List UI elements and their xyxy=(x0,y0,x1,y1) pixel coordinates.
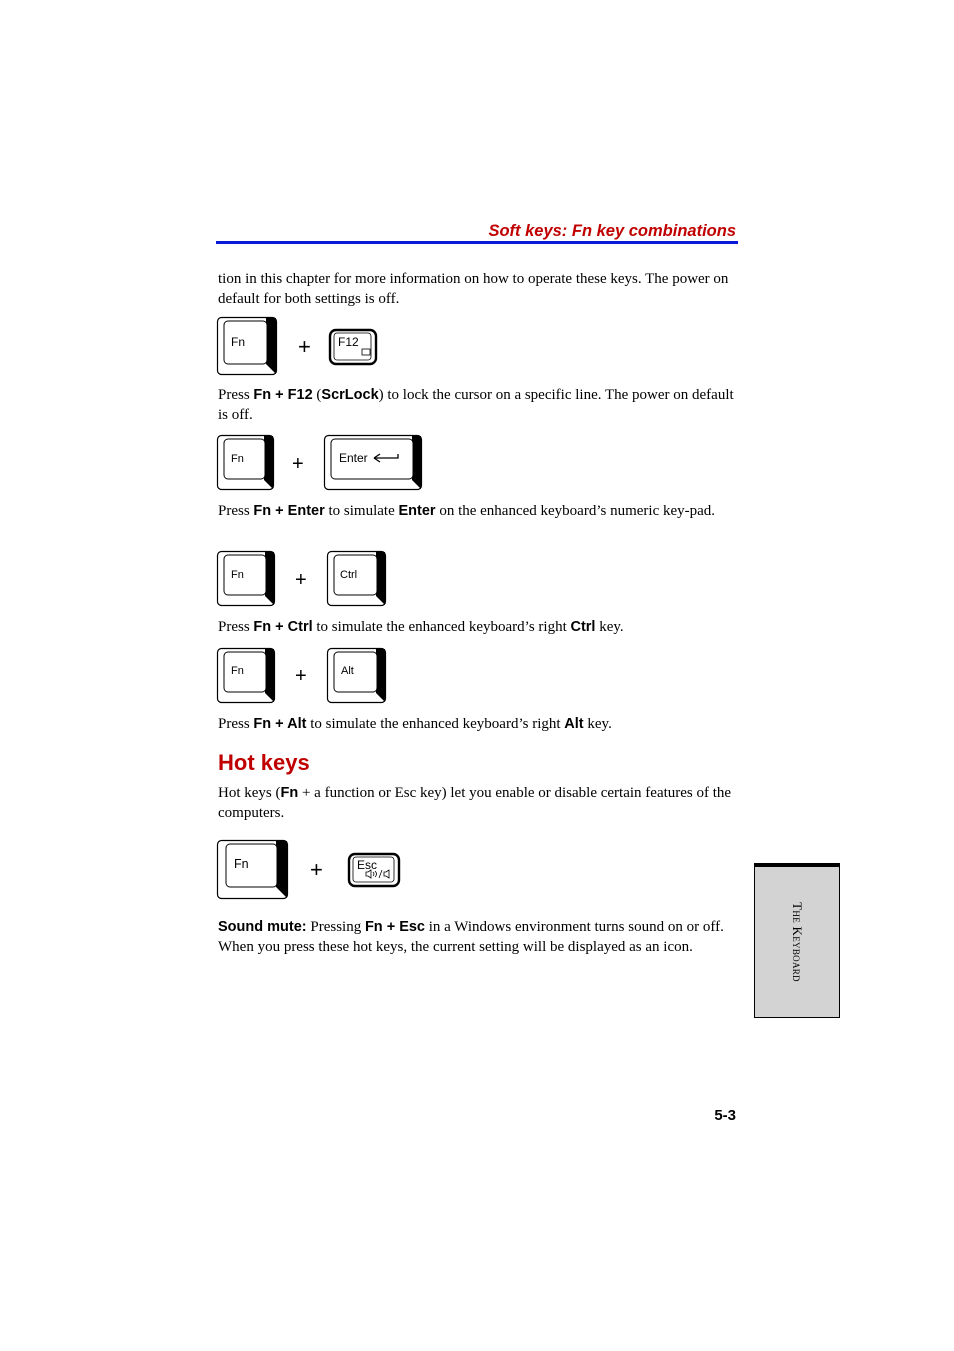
fn-key-label: Fn xyxy=(231,335,246,349)
fn-enter-key-illustration xyxy=(216,434,426,494)
scrlock-paragraph: Press Fn + F12 (ScrLock) to lock the cursor on a specific line. The power on default is off. xyxy=(218,387,734,423)
esc-key xyxy=(349,854,399,886)
plus-sign: + xyxy=(310,857,323,882)
hot-keys-paragraph: Hot keys (Fn + a function or Esc key) let you enable or disable certain features of the computers. xyxy=(218,785,732,821)
f12-key-label: F12 xyxy=(338,335,359,349)
page-number: 5-3 xyxy=(714,1107,736,1124)
enter-key xyxy=(325,436,422,490)
fn-key xyxy=(218,552,275,606)
fn-key xyxy=(218,436,274,490)
plus-sign: + xyxy=(295,569,307,591)
alt-key-label: Alt xyxy=(341,665,354,677)
f12-key xyxy=(330,330,376,364)
ctrl-key-label: Ctrl xyxy=(340,569,358,581)
fn-alt-key-illustration xyxy=(216,647,391,707)
plus-sign: + xyxy=(292,453,304,475)
sound-mute-paragraph: Sound mute: Pressing Fn + Esc in a Windows environment turns sound on or off. When you press these hot keys, the current setting will be displayed as an icon. xyxy=(218,919,724,955)
chapter-side-tab-label: The Keyboard xyxy=(790,902,805,982)
enter-key-label: Enter xyxy=(339,451,368,465)
header-rule xyxy=(216,241,738,244)
alt-paragraph: Press Fn + Alt to simulate the enhanced keyboard’s right Alt key. xyxy=(218,716,612,732)
fn-key-label: Fn xyxy=(231,665,244,677)
hot-keys-heading: Hot keys xyxy=(218,750,310,775)
plus-sign: + xyxy=(298,334,311,359)
fn-key xyxy=(218,318,277,375)
fn-key-label: Fn xyxy=(231,453,244,465)
esc-key-label: Esc xyxy=(357,858,378,872)
fn-key xyxy=(218,841,288,899)
section-header-title: Soft keys: Fn key combinations xyxy=(488,222,736,240)
fn-key-label: Fn xyxy=(234,857,249,871)
ctrl-key xyxy=(328,552,386,606)
fn-ctrl-key-illustration xyxy=(216,550,391,610)
plus-sign: + xyxy=(295,665,307,687)
fn-key-label: Fn xyxy=(231,569,244,581)
ctrl-paragraph: Press Fn + Ctrl to simulate the enhanced keyboard’s right Ctrl key. xyxy=(218,619,624,635)
chapter-side-tab xyxy=(754,863,840,1018)
fn-key xyxy=(218,649,275,703)
fn-esc-key-illustration xyxy=(216,839,406,903)
alt-key xyxy=(328,649,386,703)
enter-paragraph: Press Fn + Enter to simulate Enter on the enhanced keyboard’s numeric key-pad. xyxy=(218,503,716,519)
intro-paragraph: tion in this chapter for more information on how to operate these keys. The power on default for both settings is off. xyxy=(218,271,729,307)
fn-f12-key-illustration xyxy=(216,316,386,378)
